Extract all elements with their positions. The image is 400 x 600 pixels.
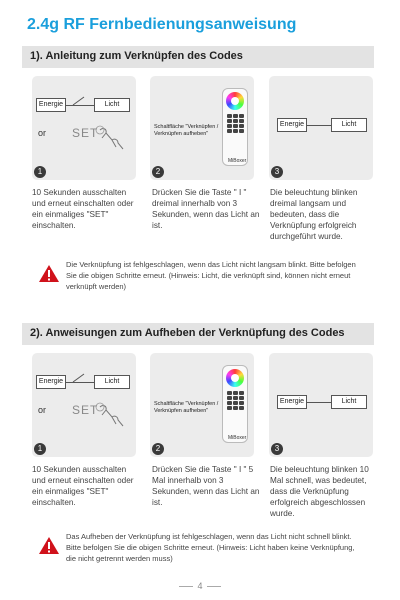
step-number: 2 xyxy=(152,443,164,455)
hand-press-icon xyxy=(94,401,128,431)
link-button-callout: Schaltfläche "Verknüpfen / Verknüpfen aufheben" xyxy=(154,401,219,414)
page-number: 4 xyxy=(197,581,203,591)
step-number: 3 xyxy=(271,166,283,178)
remote-brand: MiBoxer xyxy=(228,435,247,441)
section-1-step-1-panel xyxy=(32,76,136,180)
footer-rule xyxy=(179,586,193,587)
remote-control-icon xyxy=(222,88,248,166)
step-2-description: Drücken Sie die Taste " I " 5 Mal innerhalb von 3 Sekunden, wenn das Licht an ist. xyxy=(152,465,260,507)
wire xyxy=(307,125,331,126)
light-box: Licht xyxy=(331,118,367,132)
section-1-heading-bar xyxy=(22,46,374,68)
step-1-description: 10 Sekunden ausschalten und erneut einschalten oder ein einmaliges "SET" einschalten. xyxy=(32,188,134,230)
section-1-warning: Die Verknüpfung ist fehlgeschlagen, wenn das Licht nicht langsam blinkt. Bitte befolgen Sie die obigen Schritte erneut. (Hinweis: Licht, die verknüpft sind, können nicht erneut verknüpft werden) xyxy=(66,260,356,291)
step-3-description: Die beleuchtung blinken 10 Mal schnell, was bedeutet, dass die Verknüpfung erfolgreich abgeschlossen wurde. xyxy=(270,465,369,518)
warning-triangle-icon xyxy=(38,264,60,283)
section-1-step-2-panel xyxy=(150,76,254,180)
wire xyxy=(307,402,331,403)
energy-box: Energie xyxy=(277,118,307,132)
section-2-step-1-panel xyxy=(32,353,136,457)
energy-box: Energie xyxy=(277,395,307,409)
step-number: 3 xyxy=(271,443,283,455)
page-title: 2.4g RF Fernbedienungsanweisung xyxy=(27,16,297,33)
warning-triangle-icon xyxy=(38,536,60,555)
energy-box: Energie xyxy=(36,98,66,112)
light-box: Licht xyxy=(331,395,367,409)
step-number: 1 xyxy=(34,443,46,455)
hand-press-icon xyxy=(94,124,128,154)
set-label: SET xyxy=(72,126,99,140)
section-2-warning: Das Aufheben der Verknüpfung ist fehlgeschlagen, wenn das Licht nicht schnell blinkt. Bitte befolgen Sie die obigen Schritte erneut. (Hinweis: Licht haben keine Verknüpfung, die nicht getrennt werden muss) xyxy=(66,532,355,563)
section-2-step-3-panel xyxy=(269,353,373,457)
section-1-heading: 1). Anleitung zum Verknüpfen des Codes xyxy=(30,50,243,62)
link-button-callout: Schaltfläche "Verknüpfen / Verknüpfen aufheben" xyxy=(154,124,219,137)
switch-icon xyxy=(72,373,86,383)
step-2-description: Drücken Sie die Taste " I " dreimal innerhalb von 3 Sekunden, wenn das Licht an ist. xyxy=(152,188,260,230)
switch-icon xyxy=(72,96,86,106)
step-number: 1 xyxy=(34,166,46,178)
remote-brand: MiBoxer xyxy=(228,158,247,164)
or-label: or xyxy=(38,128,47,138)
section-2-heading: 2). Anweisungen zum Aufheben der Verknüpfung des Codes xyxy=(30,327,345,339)
light-box: Licht xyxy=(94,375,130,389)
section-2-heading-bar xyxy=(22,323,374,345)
page-footer xyxy=(0,581,400,591)
step-3-description: Die beleuchtung blinken dreimal langsam und bedeuten, dass die Verknüpfung erfolgreich durchgeführt wurde. xyxy=(270,188,358,241)
step-number: 2 xyxy=(152,166,164,178)
remote-control-icon xyxy=(222,365,248,443)
step-1-description: 10 Sekunden ausschalten und erneut einschalten oder ein einmaliges "SET" einschalten. xyxy=(32,465,134,507)
energy-box: Energie xyxy=(36,375,66,389)
or-label: or xyxy=(38,405,47,415)
section-2-step-2-panel xyxy=(150,353,254,457)
set-label: SET xyxy=(72,403,99,417)
light-box: Licht xyxy=(94,98,130,112)
section-1-step-3-panel xyxy=(269,76,373,180)
footer-rule xyxy=(207,586,221,587)
